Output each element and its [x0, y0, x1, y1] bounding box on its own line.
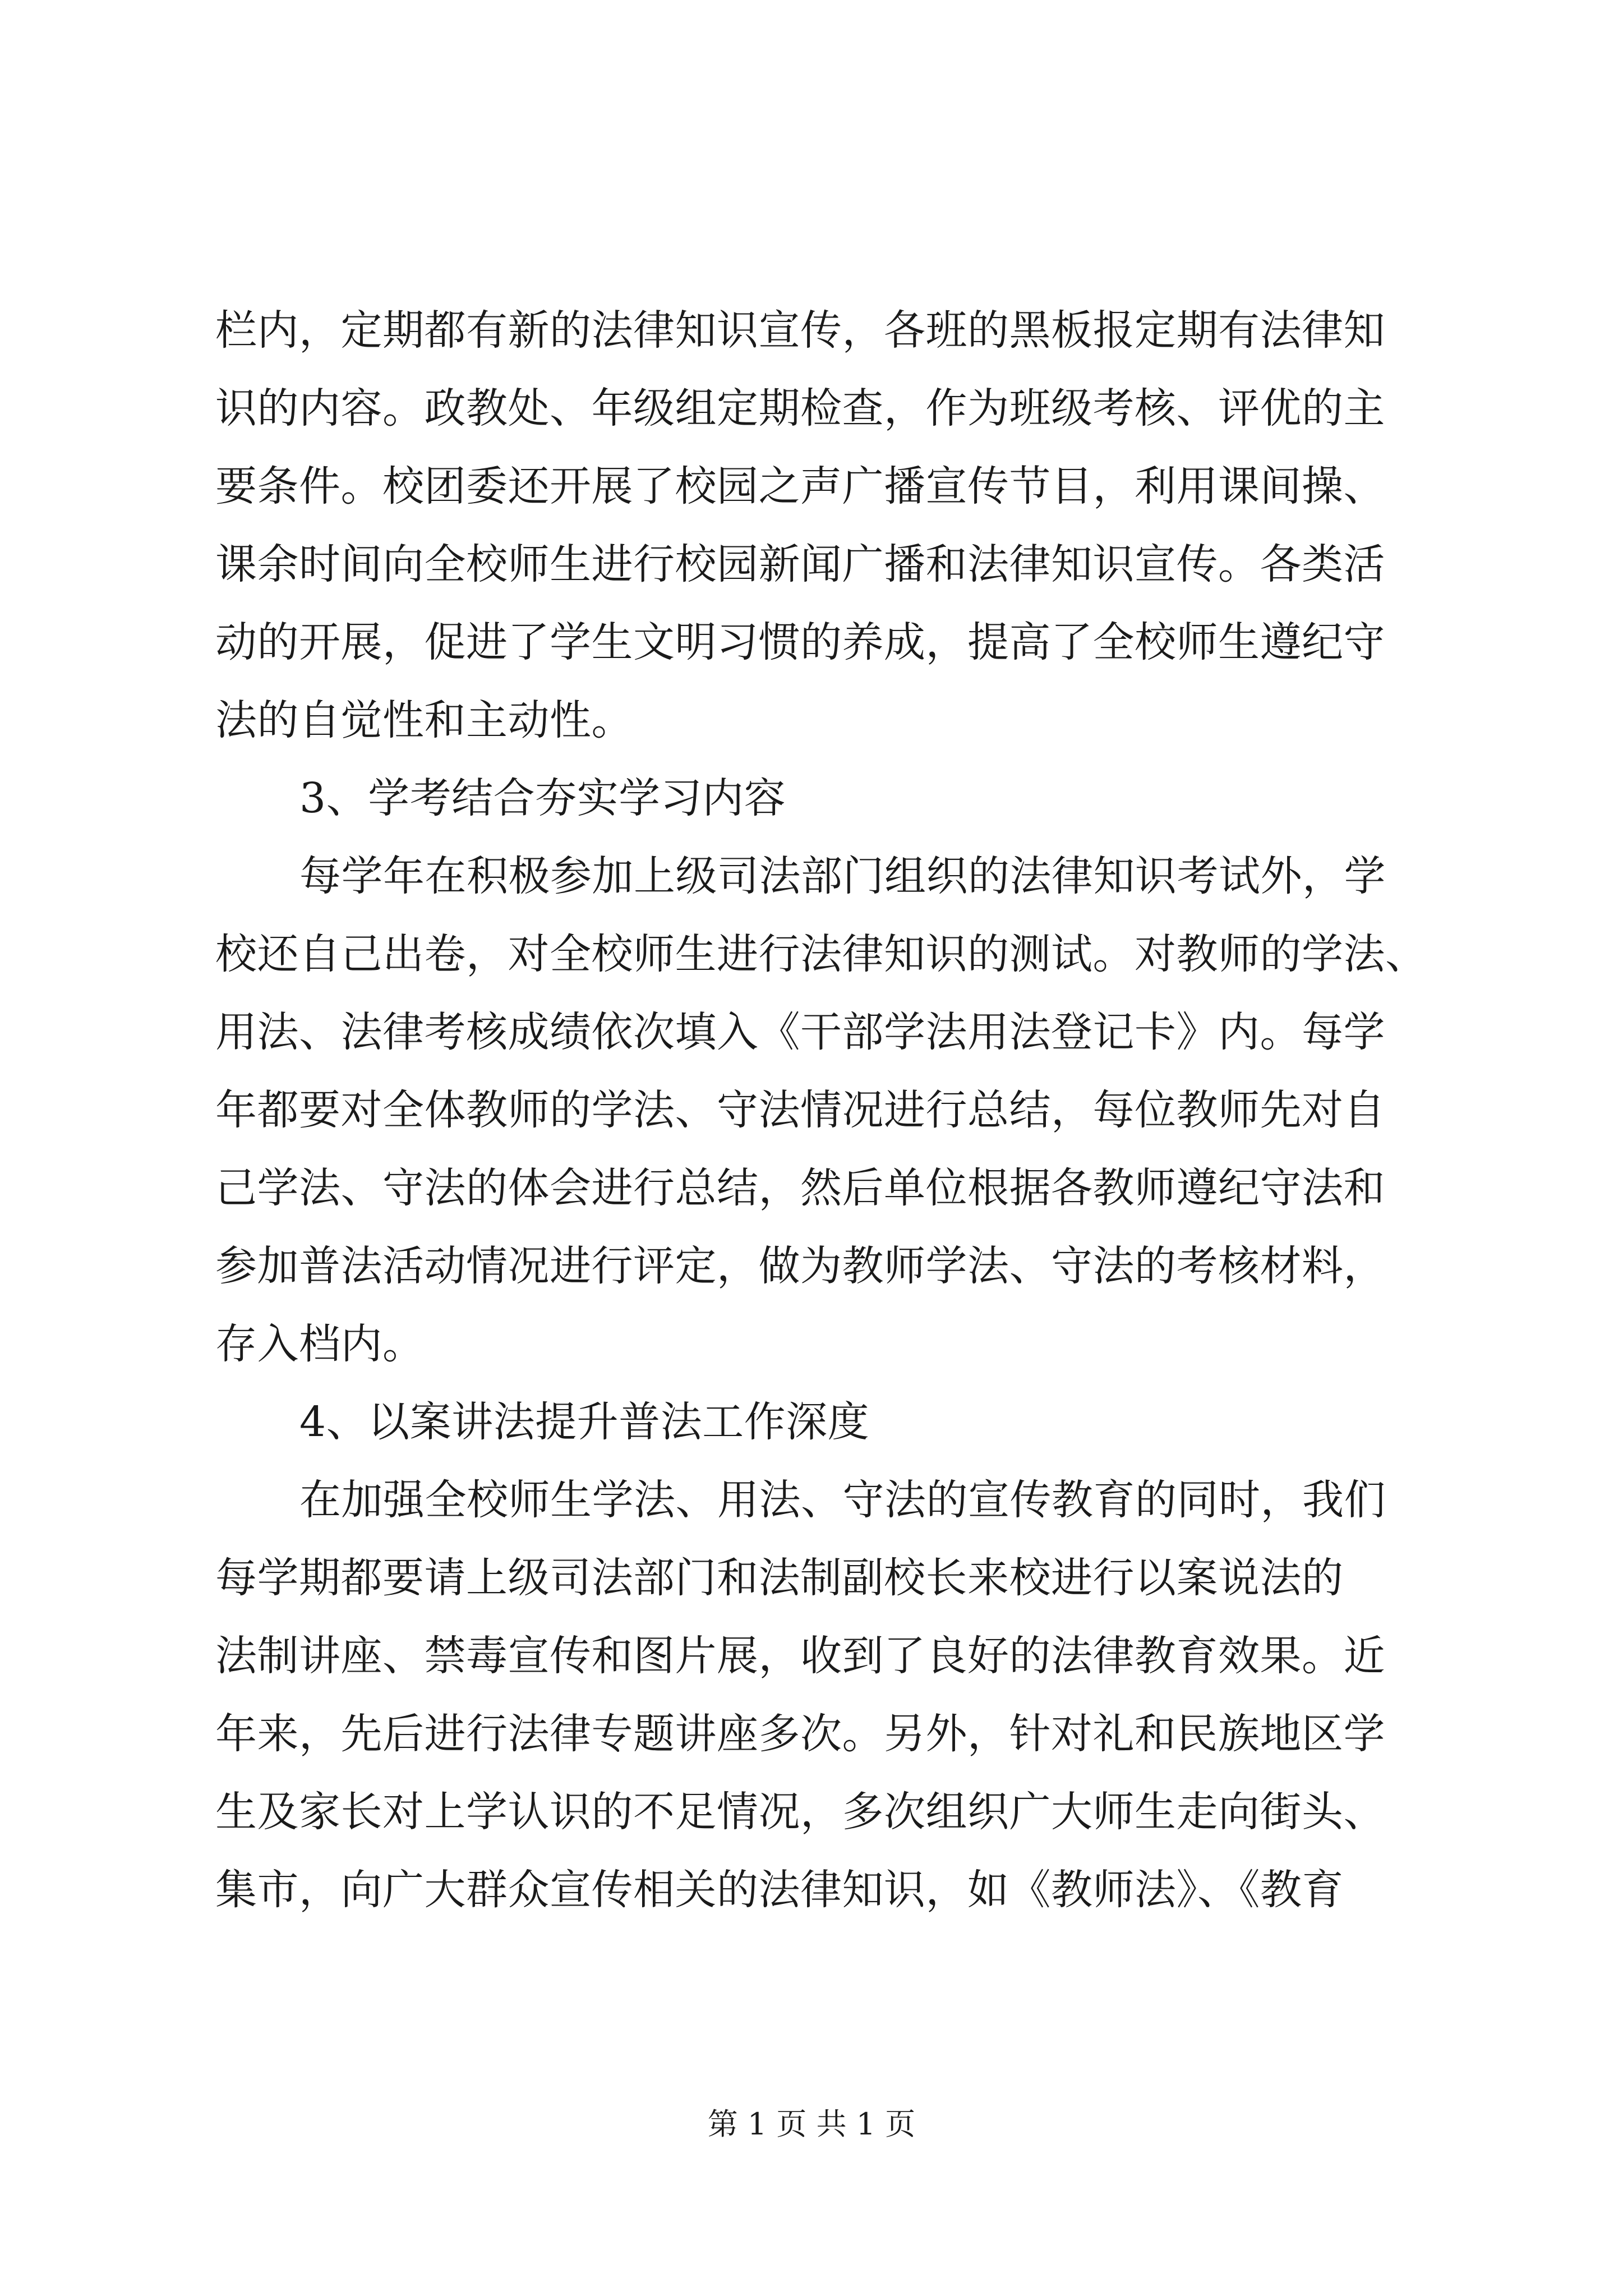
page-footer: 第 1 页 共 1 页: [707, 2106, 916, 2142]
text-line: 每学期都要请上级司法部门和法制副校长来校进行以案说法的: [215, 1554, 1344, 1602]
text-line: 集市，向广大群众宣传相关的法律知识，如《教师法》、《教育: [215, 1866, 1344, 1914]
text-line: 年来，先后进行法律专题讲座多次。另外，针对礼和民族地区学: [215, 1710, 1385, 1758]
section-heading: 3、学考结合夯实学习内容: [299, 774, 786, 822]
text-line: 动的开展，促进了学生文明习惯的养成，提高了全校师生遵纪守: [215, 618, 1385, 666]
text-line: 法制讲座、禁毒宣传和图片展，收到了良好的法律教育效果。近: [215, 1632, 1385, 1680]
text-line: 栏内，定期都有新的法律知识宣传，各班的黑板报定期有法律知: [215, 306, 1385, 355]
text-line: 校还自己出卷，对全校师生进行法律知识的测试。对教师的学法、: [215, 930, 1427, 978]
text-line: 在加强全校师生学法、用法、守法的宣传教育的同时，我们: [299, 1476, 1386, 1524]
text-line: 每学年在积极参加上级司法部门组织的法律知识考试外，学: [299, 852, 1386, 900]
text-line: 生及家长对上学认识的不足情况，多次组织广大师生走向街头、: [215, 1788, 1385, 1836]
text-line: 参加普法活动情况进行评定，做为教师学法、守法的考核材料，: [215, 1242, 1385, 1290]
text-line: 要条件。校团委还开展了校园之声广播宣传节目，利用课间操、: [215, 462, 1385, 510]
section-heading: 4、以案讲法提升普法工作深度: [299, 1398, 870, 1446]
text-line: 用法、法律考核成绩依次填入《干部学法用法登记卡》内。每学: [215, 1008, 1385, 1056]
text-line: 年都要对全体教师的学法、守法情况进行总结，每位教师先对自: [215, 1086, 1385, 1134]
text-line: 存入档内。: [215, 1320, 425, 1368]
text-line: 课余时间向全校师生进行校园新闻广播和法律知识宣传。各类活: [215, 540, 1385, 588]
text-line: 识的内容。政教处、年级组定期检查，作为班级考核、评优的主: [215, 384, 1385, 432]
text-line: 法的自觉性和主动性。: [215, 696, 633, 744]
text-line: 己学法、守法的体会进行总结，然后单位根据各教师遵纪守法和: [215, 1164, 1385, 1212]
